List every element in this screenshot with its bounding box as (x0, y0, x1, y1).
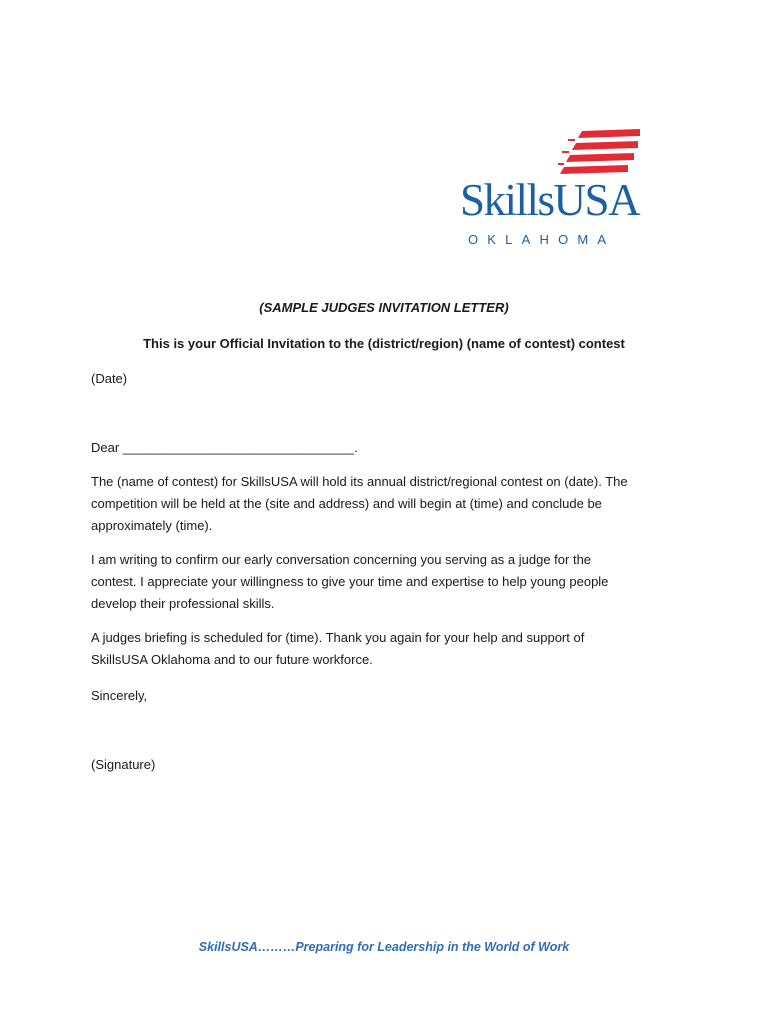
logo-subtitle: OKLAHOMA (468, 232, 616, 247)
paragraph-1-line: approximately (time). (91, 518, 213, 533)
letter-subtitle: This is your Official Invitation to the (district/region) (name of contest) contest (143, 336, 625, 351)
logo-wordmark: SkillsUSA (460, 175, 640, 225)
paragraph-1-line: The (name of contest) for SkillsUSA will hold its annual district/regional contest on (date). The (91, 474, 628, 489)
paragraph-1-line: competition will be held at the (site and address) and will begin at (time) and conclude be (91, 496, 602, 511)
paragraph-2 (91, 549, 691, 615)
paragraph-3-line: A judges briefing is scheduled for (time). Thank you again for your help and support of (91, 630, 585, 645)
paragraph-2-line: I am writing to confirm our early conversation concerning you serving as a judge for the (91, 552, 592, 567)
letter-title: (SAMPLE JUDGES INVITATION LETTER) (259, 300, 509, 315)
paragraph-2-line: develop their professional skills. (91, 596, 275, 611)
skillsusa-logo (458, 128, 648, 252)
salutation: Dear ________________________________. (91, 440, 358, 455)
paragraph-1 (91, 471, 691, 537)
date-line: (Date) (91, 371, 128, 386)
flag-stripes-icon (558, 128, 640, 178)
paragraph-3 (91, 627, 691, 671)
signature: (Signature) (91, 757, 156, 772)
closing: Sincerely, (91, 688, 148, 703)
footer-tagline: SkillsUSA………Preparing for Leadership in the World of Work (198, 940, 570, 954)
paragraph-2-line: contest. I appreciate your willingness to give your time and expertise to help young people (91, 574, 609, 589)
paragraph-3-line: SkillsUSA Oklahoma and to our future workforce. (91, 652, 373, 667)
